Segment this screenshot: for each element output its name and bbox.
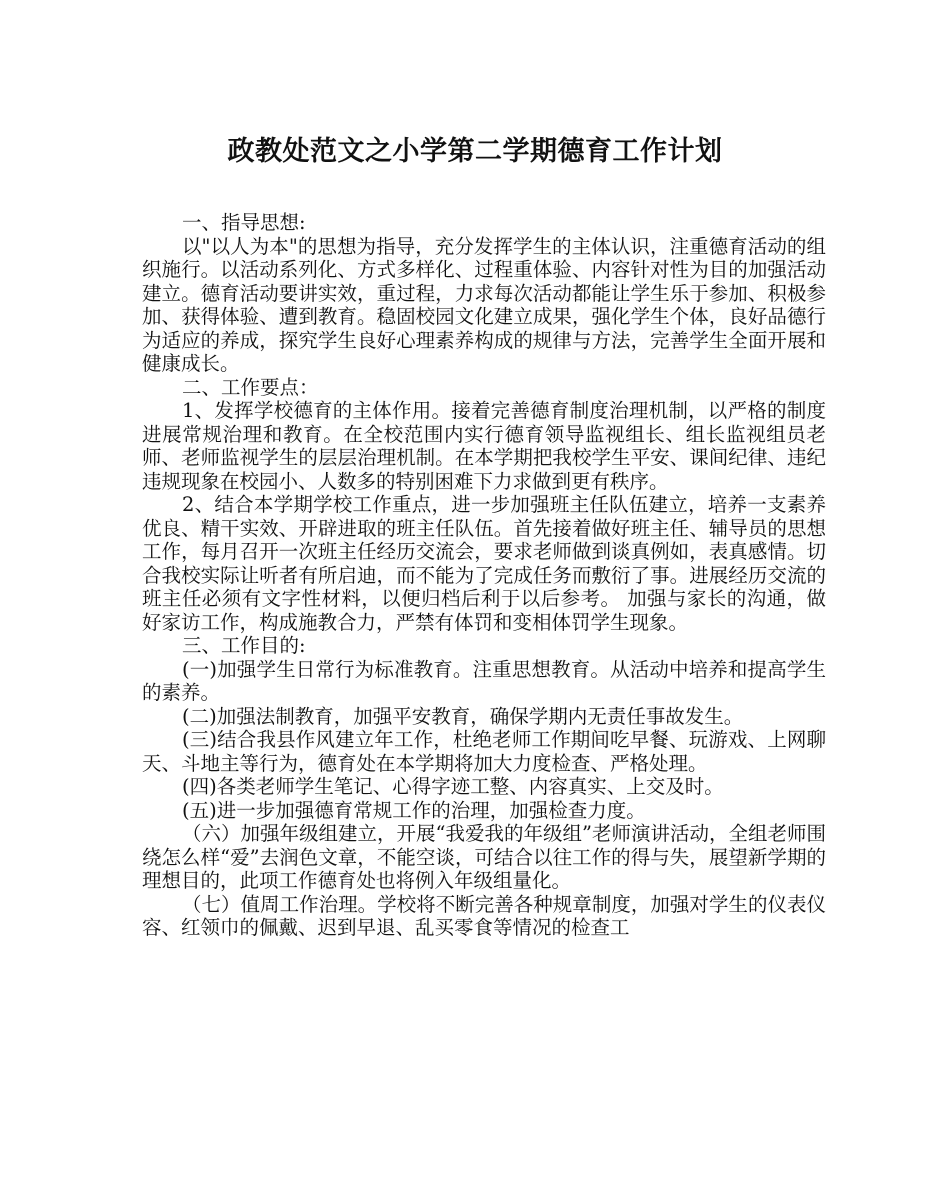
paragraph-goal-3: (三)结合我县作风建立年工作，杜绝老师工作期间吃早餐、玩游戏、上网聊天、斗地主等行为，德育处在本学期将加大力度检查、严格处理。 bbox=[142, 728, 826, 775]
paragraph-goal-5: (五)进一步加强德育常规工作的治理，加强检查力度。 bbox=[182, 798, 646, 822]
paragraph-goal-6: （六）加强年级组建立，开展“我爱我的年级组”老师演讲活动，全组老师围绕怎么样“爱”去润色文章，不能空谈，可结合以往工作的得与失，展望新学期的理想目的，此项工作德育处也将例入年级组量化。 bbox=[142, 822, 826, 892]
paragraph-goal-7: （七）值周工作治理。学校将不断完善各种规章制度，加强对学生的仪表仪容、红领巾的佩戴、迟到早退、乱买零食等情况的检查工 bbox=[142, 892, 826, 939]
section-heading-guiding-thought: 一、指导思想: bbox=[182, 211, 306, 234]
paragraph-goal-4: (四)各类老师学生笔记、心得字迹工整、内容真实、上交及时。 bbox=[182, 775, 724, 798]
paragraph-guiding-thought: 以"以人为本"的思想为指导，充分发挥学生的主体认识，注重德育活动的组织施行。以活动系列化、方式多样化、过程重体验、内容针对性为目的加强活动建立。德育活动要讲实效，重过程，力求每次活动都能让学生乐于参加、积极参加、获得体验、遭到教育。稳固校园文化建立成果，强化学生个体，良好品德行为适应的养成，探究学生良好心理素养构成的规律与方法，完善学生全面开展和健康成长。 bbox=[142, 234, 826, 375]
paragraph-goal-1: (一)加强学生日常行为标准教育。注重思想教育。从活动中培养和提高学生的素养。 bbox=[142, 657, 826, 704]
paragraph-work-point-2: 2、结合本学期学校工作重点，进一步加强班主任队伍建立，培养一支素养优良、精干实效、开辟进取的班主任队伍。首先接着做好班主任、辅导员的思想工作，每月召开一次班主任经历交流会，要求老师做到谈真例如，表真感情。切合我校实际让听者有所启迪，而不能为了完成任务而敷衍了事。进展经历交流的班主任必须有文字性材料，以便归档后利于以后参考。 加强与家长的沟通，做好家访工作，构成施教合力，严禁有体罚和变相体罚学生现象。 bbox=[142, 493, 826, 634]
paragraph-work-point-1: 1、发挥学校德育的主体作用。接着完善德育制度治理机制，以严格的制度进展常规治理和教育。在全校范围内实行德育领导监视组长、组长监视组员老师、老师监视学生的层层治理机制。在本学期把我校学生平安、课间纪律、违纪违规现象在校园小、人数多的特别困难下力求做到更有秩序。 bbox=[142, 399, 826, 493]
section-heading-work-points: 二、工作要点： bbox=[182, 375, 319, 399]
document-body bbox=[142, 211, 826, 940]
document-title: 政教处范文之小学第二学期德育工作计划 bbox=[227, 136, 723, 167]
section-heading-work-goals: 三、工作目的: bbox=[182, 634, 306, 657]
paragraph-goal-2: (二)加强法制教育，加强平安教育，确保学期内无责任事故发生。 bbox=[182, 704, 744, 728]
